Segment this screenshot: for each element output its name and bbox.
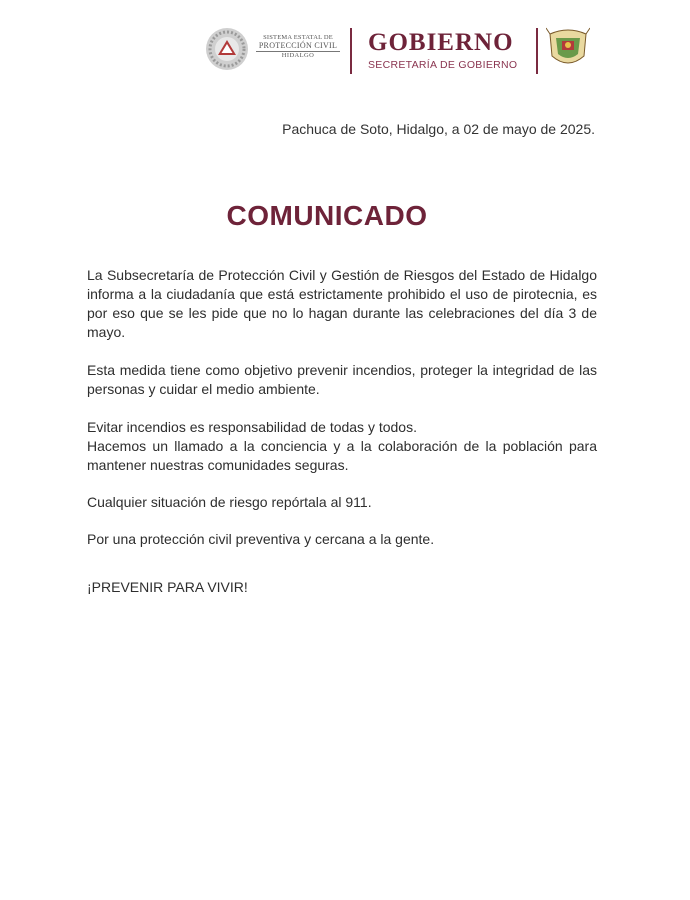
paragraph-responsibility: Evitar incendios es responsabilidad de todas y todos. [87, 419, 417, 435]
hidalgo-coat-of-arms [546, 26, 590, 74]
paragraph-call-to-action: Hacemos un llamado a la conciencia y a la colaboración de la población para mantener nuestras comunidades seguras. [87, 438, 597, 473]
gobierno-wordmark [368, 28, 534, 71]
proteccion-civil-logo [205, 27, 249, 71]
date-line: Pachuca de Soto, Hidalgo, a 02 de mayo de 2025. [282, 121, 595, 137]
paragraph-closing: Por una protección civil preventiva y cercana a la gente. [87, 531, 435, 547]
gobierno-title: GOBIERNO [368, 29, 514, 56]
header-divider [536, 28, 538, 74]
proteccion-civil-wordmark [256, 35, 340, 60]
slogan: ¡PREVENIR PARA VIVIR! [87, 579, 248, 595]
document-heading: COMUNICADO [226, 200, 428, 231]
secretaria-subtitle: SECRETARÍA DE GOBIERNO [368, 59, 518, 71]
header-divider [350, 28, 352, 74]
document-body [87, 266, 597, 597]
pc-line-1: SISTEMA ESTATAL DE [263, 34, 333, 41]
paragraph-objective: Esta medida tiene como objetivo prevenir incendios, proteger la integridad de las personas y cuidar el medio ambiente. [87, 362, 597, 397]
letterhead [200, 24, 620, 80]
pc-line-2: PROTECCIÓN CIVIL [256, 42, 340, 52]
pc-line-3: HIDALGO [281, 52, 315, 60]
paragraph-announcement: La Subsecretaría de Protección Civil y Gestión de Riesgos del Estado de Hidalgo informa a la ciudadanía que está estrictamente prohibido el uso de pirotecnia, es por eso que se les pide que no lo hagan durante las celebraciones del día 3 de mayo. [87, 267, 597, 340]
paragraph-report-911: Cualquier situación de riesgo repórtala al 911. [87, 494, 372, 510]
